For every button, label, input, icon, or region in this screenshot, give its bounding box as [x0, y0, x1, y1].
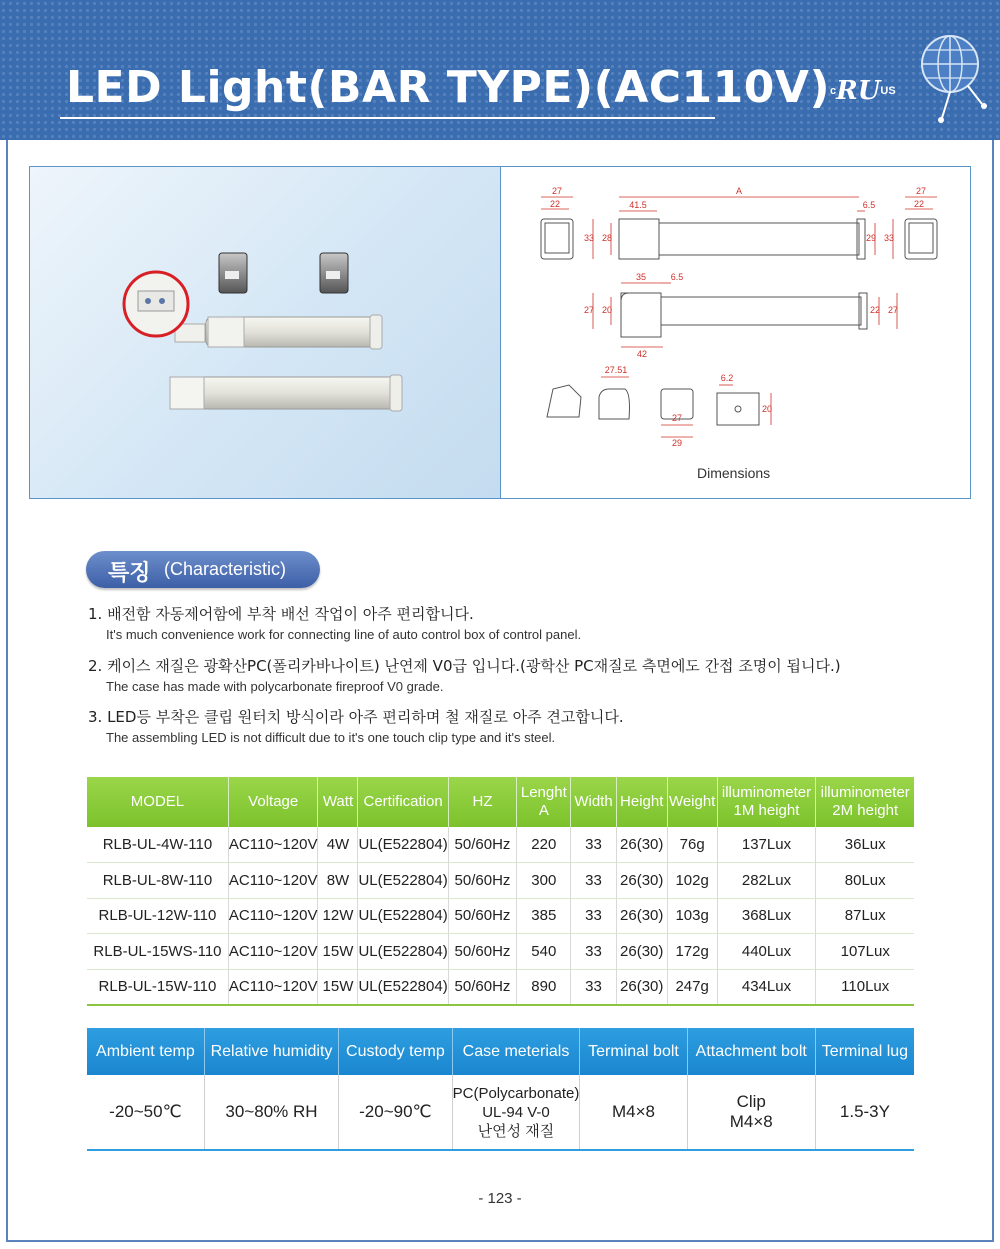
env-header-cell: Case meterials	[452, 1028, 580, 1075]
spec-cell: 300	[517, 863, 571, 899]
spec-cell: UL(E522804)	[358, 898, 448, 934]
spec-cell: RLB-UL-4W-110	[87, 827, 228, 863]
spec-cell: 50/60Hz	[448, 898, 517, 934]
custody-temp-value: -20~90℃	[339, 1075, 452, 1150]
spec-cell: 33	[571, 934, 616, 970]
spec-cell: 33	[571, 969, 616, 1005]
characteristic-item: 1. 배전함 자동제어함에 부착 배선 작업이 아주 편리합니다. It's much convenience work for connecting line of auto control box of control panel.	[88, 605, 582, 642]
svg-text:35: 35	[635, 272, 647, 282]
spec-row	[87, 898, 914, 934]
spec-header-cell: illuminometer 1M height	[717, 777, 816, 827]
env-header-row	[87, 1028, 914, 1075]
characteristic-item: 3. LED등 부착은 클립 원터치 방식이라 아주 편리하며 철 재질로 아주 견고합니다. The assembling LED is not difficult due to it's one touch clip type and it's steel.	[88, 708, 624, 745]
spec-cell: 172g	[667, 934, 717, 970]
ul-certification-logo: cRUUS	[830, 76, 896, 106]
spec-cell: 80Lux	[816, 863, 914, 899]
frame-border-bottom	[6, 1240, 994, 1242]
svg-text:6.5: 6.5	[862, 200, 876, 210]
frame-border-left	[6, 140, 8, 1242]
spec-cell: 137Lux	[717, 827, 816, 863]
spec-cell: 4W	[318, 827, 358, 863]
spec-cell: 26(30)	[616, 898, 667, 934]
spec-cell: 26(30)	[616, 827, 667, 863]
case-materials-value: PC(Polycarbonate) UL-94 V-0 난연성 재질	[452, 1075, 580, 1150]
spec-cell: 540	[517, 934, 571, 970]
spec-cell: RLB-UL-15W-110	[87, 969, 228, 1005]
spec-cell: UL(E522804)	[358, 863, 448, 899]
env-values-row	[87, 1075, 914, 1150]
spec-cell: 282Lux	[717, 863, 816, 899]
spec-cell: 26(30)	[616, 934, 667, 970]
terminal-lug-value: 1.5-3Y	[815, 1075, 914, 1150]
spec-table	[87, 777, 914, 1006]
product-photo	[29, 166, 501, 499]
env-header-cell: Ambient temp	[87, 1028, 204, 1075]
spec-cell: UL(E522804)	[358, 934, 448, 970]
spec-cell: 247g	[667, 969, 717, 1005]
humidity-value: 30~80% RH	[204, 1075, 338, 1150]
svg-text:22: 22	[913, 199, 925, 209]
page-number: - 123 -	[478, 1190, 522, 1207]
spec-row	[87, 934, 914, 970]
spec-header-cell: Certification	[358, 777, 448, 827]
led-bar-illustration	[30, 167, 502, 500]
svg-text:22: 22	[549, 199, 561, 209]
globe-icon	[912, 26, 998, 126]
spec-header-cell: Watt	[318, 777, 358, 827]
env-header-cell: Terminal bolt	[580, 1028, 687, 1075]
spec-cell: 50/60Hz	[448, 934, 517, 970]
env-header-cell: Custody temp	[339, 1028, 452, 1075]
spec-header-cell: Voltage	[228, 777, 318, 827]
svg-text:29: 29	[671, 438, 683, 448]
svg-text:33: 33	[883, 233, 895, 243]
svg-text:27.51: 27.51	[604, 365, 628, 375]
svg-text:20: 20	[761, 404, 773, 414]
spec-cell: AC110~120V	[228, 863, 318, 899]
env-header-cell: Relative humidity	[204, 1028, 338, 1075]
spec-cell: 33	[571, 863, 616, 899]
svg-text:41.5: 41.5	[629, 200, 647, 210]
spec-header-cell: Height	[616, 777, 667, 827]
spec-row	[87, 863, 914, 899]
spec-cell: 76g	[667, 827, 717, 863]
svg-text:42: 42	[636, 349, 648, 359]
spec-cell: 220	[517, 827, 571, 863]
spec-cell: RLB-UL-12W-110	[87, 898, 228, 934]
spec-cell: 102g	[667, 863, 717, 899]
dimension-diagram	[501, 167, 972, 500]
spec-cell: 26(30)	[616, 969, 667, 1005]
spec-header-cell: Weight	[667, 777, 717, 827]
environment-table	[87, 1028, 914, 1151]
spec-cell: 50/60Hz	[448, 863, 517, 899]
attachment-bolt-value: Clip M4×8	[687, 1075, 815, 1150]
spec-cell: 12W	[318, 898, 358, 934]
spec-header-cell: illuminometer 2M height	[816, 777, 914, 827]
spec-cell: 890	[517, 969, 571, 1005]
spec-cell: 26(30)	[616, 863, 667, 899]
terminal-bolt-value: M4×8	[580, 1075, 687, 1150]
spec-header-cell: Width	[571, 777, 616, 827]
title-underline	[60, 117, 715, 119]
spec-cell: RLB-UL-15WS-110	[87, 934, 228, 970]
characteristic-item: 2. 케이스 재질은 광확산PC(폴리카바나이트) 난연제 V0급 입니다.(광학산 PC재질로 측면에도 간접 조명이 됩니다.) The case has made with polycarbonate fireproof V0 grade.	[88, 657, 841, 694]
spec-cell: AC110~120V	[228, 898, 318, 934]
svg-text:27: 27	[551, 186, 563, 196]
spec-cell: 368Lux	[717, 898, 816, 934]
svg-text:22: 22	[869, 305, 881, 315]
spec-header-cell: MODEL	[87, 777, 228, 827]
svg-text:A: A	[735, 186, 743, 196]
env-header-cell: Attachment bolt	[687, 1028, 815, 1075]
spec-cell: 103g	[667, 898, 717, 934]
spec-header-cell: HZ	[448, 777, 517, 827]
page-title: LED Light(BAR TYPE)(AC110V)	[66, 62, 831, 113]
dimensions-label: Dimensions	[697, 465, 771, 481]
spec-header-row	[87, 777, 914, 827]
spec-row	[87, 969, 914, 1005]
svg-text:29: 29	[865, 233, 877, 243]
spec-cell: UL(E522804)	[358, 969, 448, 1005]
spec-cell: 50/60Hz	[448, 827, 517, 863]
frame-border-right	[992, 140, 994, 1242]
env-header-cell: Terminal lug	[815, 1028, 914, 1075]
characteristic-heading: 특징 (Characteristic)	[86, 551, 320, 588]
svg-text:33: 33	[583, 233, 595, 243]
spec-cell: 110Lux	[816, 969, 914, 1005]
svg-text:6.5: 6.5	[670, 272, 684, 282]
spec-cell: 107Lux	[816, 934, 914, 970]
header-banner	[0, 0, 1000, 140]
spec-header-cell: Lenght A	[517, 777, 571, 827]
svg-text:27: 27	[915, 186, 927, 196]
spec-cell: 33	[571, 898, 616, 934]
ambient-temp-value: -20~50℃	[87, 1075, 204, 1150]
svg-text:6.2: 6.2	[720, 373, 734, 383]
spec-cell: 385	[517, 898, 571, 934]
spec-cell: 15W	[318, 934, 358, 970]
spec-cell: 33	[571, 827, 616, 863]
spec-cell: 50/60Hz	[448, 969, 517, 1005]
spec-cell: 434Lux	[717, 969, 816, 1005]
spec-cell: AC110~120V	[228, 827, 318, 863]
svg-text:27: 27	[583, 305, 595, 315]
spec-cell: 8W	[318, 863, 358, 899]
svg-text:20: 20	[601, 305, 613, 315]
svg-text:28: 28	[601, 233, 613, 243]
spec-cell: 440Lux	[717, 934, 816, 970]
spec-cell: 87Lux	[816, 898, 914, 934]
svg-text:27: 27	[671, 413, 683, 423]
spec-cell: UL(E522804)	[358, 827, 448, 863]
spec-cell: AC110~120V	[228, 934, 318, 970]
spec-cell: 36Lux	[816, 827, 914, 863]
spec-cell: AC110~120V	[228, 969, 318, 1005]
spec-cell: 15W	[318, 969, 358, 1005]
svg-text:27: 27	[887, 305, 899, 315]
spec-cell: RLB-UL-8W-110	[87, 863, 228, 899]
dimensions-drawing	[500, 166, 971, 499]
spec-row	[87, 827, 914, 863]
